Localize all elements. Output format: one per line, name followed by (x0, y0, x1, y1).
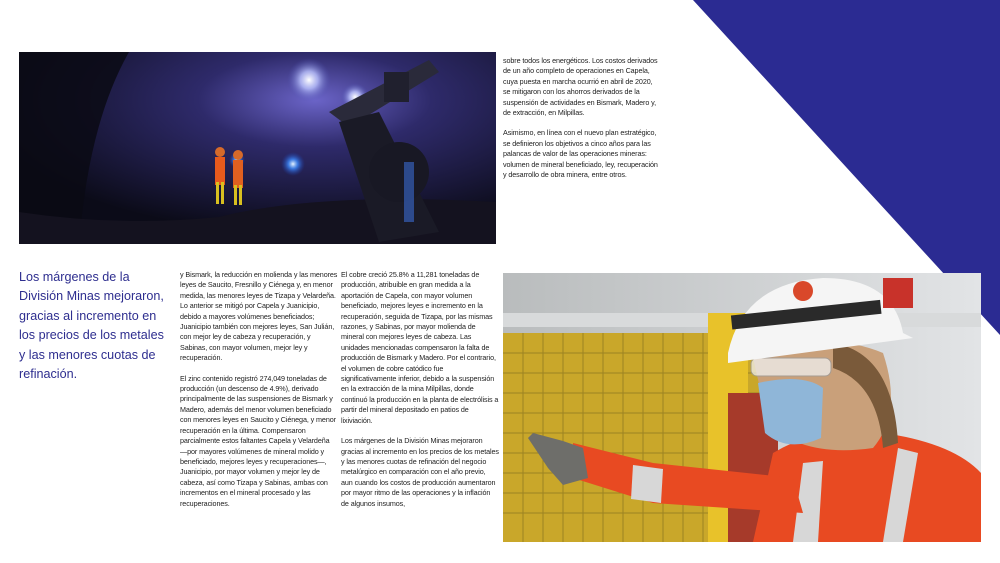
text-column-1 (180, 270, 338, 519)
paragraph: Asimismo, en línea con el nuevo plan estratégico, se definieron los objetivos a cinco años para las palancas de valor de las operaciones mineras: volumen de mineral beneficiado, ley, recuperación y desarrollo de obra minera, entre otros. (503, 128, 658, 180)
text-column-top-right (503, 56, 661, 190)
pull-quote: Los márgenes de la División Minas mejoraron, gracias al incremento en los precios de los metales y las menores cuotas de refinación. (19, 270, 164, 382)
paragraph: sobre todos los energéticos. Los costos derivados de un año completo de operaciones en Capela, cuya puesta en marcha ocurrió en abril de 2020, se mitigaron con los ahorros derivados de la suspensión de actividades en Bismark, Madero y, de extracción, en Milpillas. (503, 56, 658, 118)
mine-tunnel-photo (19, 52, 496, 244)
paragraph: El zinc contenido registró 274,049 toneladas de producción (un descenso de 4.9%), derivado principalmente de las suspensiones de Bismark y Madero, además del menor volumen beneficiado con menores leyes en Saucito y Ciénega, y menor recuperación en la última. Compensaron parcialmente estos faltantes Capela y Velardeña —por mayores volúmenes de mineral molido y beneficiado, mejores leyes y recuperaciones—, Juanicipio, por mayor volumen y mejor ley de cabeza, así como Tizapa y Sabinas, ambas con incrementos en el mineral procesado y las recuperaciones. (180, 373, 336, 508)
text-column-2 (341, 270, 499, 519)
paragraph: y Bismark, la reducción en molienda y las menores leyes de Saucito, Fresnillo y Ciénega y, en menor medida, las menores leyes de Tizapa y Velardeña. Lo anterior se mitigó por Capela y Juanicipio, debido a mayores volúmenes beneficiados; Juanicipio también con mejores leyes, San Julián, con mejor ley de cabeza y recuperación, y Sabinas, con mayor volumen, mejor ley y recuperación. (180, 270, 338, 363)
worker-photo (503, 273, 981, 542)
paragraph: Los márgenes de la División Minas mejoraron gracias al incremento en los precios de los metales y las menores cuotas de refinación del negocio metalúrgico en comparación con el año previo, aun cuando los costos de producción aumentaron por mayor ritmo de las operaciones y la inflación de algunos insumos, (341, 436, 499, 508)
paragraph: El cobre creció 25.8% a 11,281 toneladas de producción, atribuible en gran medida a la aportación de Capela, con mayor volumen beneficiado, mejores leyes e incremento en la recuperación, seguida de Tizapa, por las mismas razones, y Sabinas, por mayor molienda de mineral con mejores leyes de cabeza. Las unidades mencionadas compensaron la falta de producción de Bismark y Madero. Por el contrario, el volumen de cobre catódico fue significativamente inferior, debido a la suspensión en la extracción de la mina Milpillas, donde continuó la producción en la planta de electrólisis a partir del mineral depositado en patios de lixiviación. (341, 270, 499, 425)
